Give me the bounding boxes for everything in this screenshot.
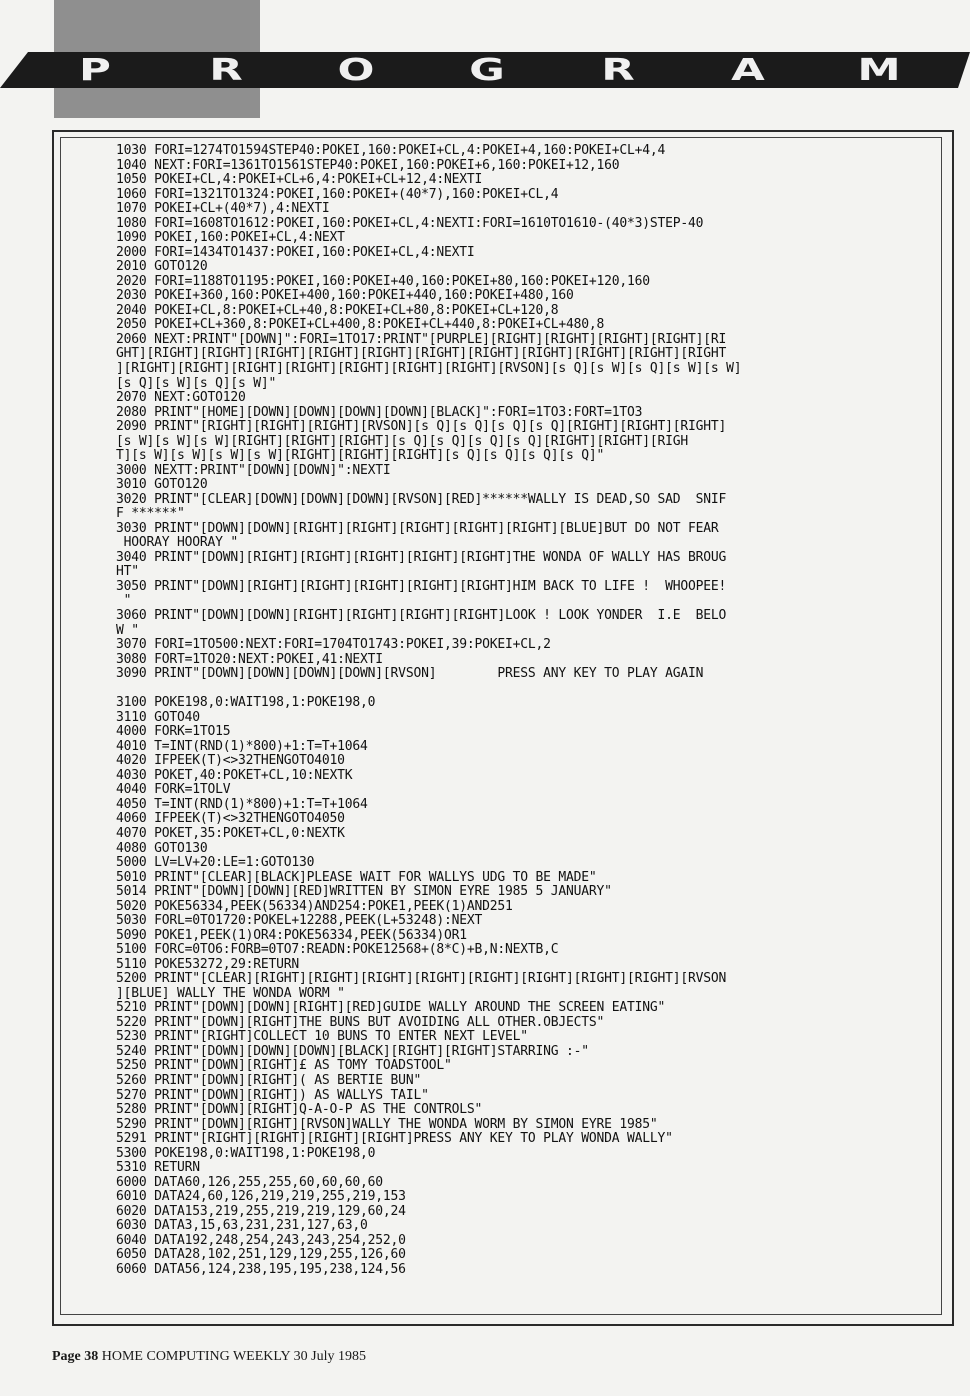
code-line: " [116, 593, 132, 609]
code-line: 1080 FORI=1608TO1612:POKEI,160:POKEI+CL,4:NEXTI:FORI=1610TO1610-(40*3)STEP-40 [116, 215, 704, 231]
code-line: 3000 NEXTT:PRINT"[DOWN][DOWN]":NEXTI [116, 462, 391, 478]
code-line: HT" [116, 564, 139, 580]
code-line: ][BLUE] WALLY THE WONDA WORM " [116, 985, 345, 1001]
code-line: 3070 FORI=1TO500:NEXT:FORI=1704TO1743:POKEI,39:POKEI+CL,2 [116, 637, 551, 653]
code-line: 5020 POKE56334,PEEK(56334)AND254:POKE1,PEEK(1)AND251 [116, 898, 513, 914]
code-line: 5000 LV=LV+20:LE=1:GOTO130 [116, 855, 315, 871]
code-line: 5290 PRINT"[DOWN][RIGHT][RVSON]WALLY THE WONDA WORM BY SIMON EYRE 1985" [116, 1116, 658, 1132]
page-number: Page 38 [52, 1349, 99, 1364]
code-line: 5210 PRINT"[DOWN][DOWN][RIGHT][RED]GUIDE WALLY AROUND THE SCREEN EATING" [116, 1000, 666, 1016]
banner-letter: G [469, 52, 505, 88]
code-line: 4000 FORK=1TO15 [116, 724, 231, 740]
code-line: 5280 PRINT"[DOWN][RIGHT]Q-A-O-P AS THE CONTROLS" [116, 1102, 483, 1118]
publication-line: HOME COMPUTING WEEKLY 30 July 1985 [101, 1349, 366, 1364]
code-line: ][RIGHT][RIGHT][RIGHT][RIGHT][RIGHT][RIGHT][RIGHT][RVSON][s Q][s W][s Q][s W][s W] [116, 360, 742, 376]
code-line: 2090 PRINT"[RIGHT][RIGHT][RIGHT][RVSON][s Q][s Q][s Q][s Q][RIGHT][RIGHT][RIGHT] [116, 419, 727, 435]
code-line: 2070 NEXT:GOTO120 [116, 390, 246, 406]
code-line: 6020 DATA153,219,255,219,219,129,60,24 [116, 1203, 406, 1219]
code-line: 6060 DATA56,124,238,195,195,238,124,56 [116, 1261, 406, 1277]
code-line: 3100 POKE198,0:WAIT198,1:POKE198,0 [116, 695, 376, 711]
code-line: 5100 FORC=0TO6:FORB=0TO7:READN:POKE12568+(8*C)+B,N:NEXTB,C [116, 942, 559, 958]
code-line: 5300 POKE198,0:WAIT198,1:POKE198,0 [116, 1145, 376, 1161]
code-line: 5110 POKE53272,29:RETURN [116, 956, 300, 972]
code-line: 4070 POKET,35:POKET+CL,0:NEXTK [116, 825, 345, 841]
program-listing [116, 144, 842, 1277]
code-line: 5291 PRINT"[RIGHT][RIGHT][RIGHT][RIGHT]PRESS ANY KEY TO PLAY WONDA WALLY" [116, 1131, 673, 1147]
code-line: 4020 IFPEEK(T)<>32THENGOTO4010 [116, 753, 345, 769]
code-line: 3080 FORT=1TO20:NEXT:POKEI,41:NEXTI [116, 651, 383, 667]
code-line: 3030 PRINT"[DOWN][DOWN][RIGHT][RIGHT][RIGHT][RIGHT][RIGHT][BLUE]BUT DO NOT FEAR [116, 520, 719, 536]
code-line: GHT][RIGHT][RIGHT][RIGHT][RIGHT][RIGHT][RIGHT][RIGHT][RIGHT][RIGHT][RIGHT][RIGHT [116, 346, 727, 362]
code-line: 5220 PRINT"[DOWN][RIGHT]THE BUNS BUT AVOIDING ALL OTHER.OBJECTS" [116, 1014, 605, 1030]
banner-title [0, 52, 970, 88]
code-line: 3090 PRINT"[DOWN][DOWN][DOWN][DOWN][RVSON] PRESS ANY KEY TO PLAY AGAIN [116, 666, 704, 682]
code-line: HOORAY HOORAY " [116, 535, 239, 551]
code-line: 4030 POKET,40:POKET+CL,10:NEXTK [116, 767, 353, 783]
code-line: 5240 PRINT"[DOWN][DOWN][DOWN][BLACK][RIGHT][RIGHT]STARRING :-" [116, 1043, 589, 1059]
code-line: 2060 NEXT:PRINT"[DOWN]":FORI=1TO17:PRINT"[PURPLE][RIGHT][RIGHT][RIGHT][RIGHT][RI [116, 331, 727, 347]
code-line: 1040 NEXT:FORI=1361TO1561STEP40:POKEI,160:POKEI+6,160:POKEI+12,160 [116, 157, 620, 173]
code-line: [s W][s W][s W][RIGHT][RIGHT][RIGHT][s Q][s Q][s Q][s Q][RIGHT][RIGHT][RIGH [116, 433, 688, 449]
code-line: 3040 PRINT"[DOWN][RIGHT][RIGHT][RIGHT][RIGHT][RIGHT]THE WONDA OF WALLY HAS BROUG [116, 549, 727, 565]
banner-letter: A [731, 52, 765, 88]
code-line: 6030 DATA3,15,63,231,231,127,63,0 [116, 1218, 368, 1234]
banner-letter: R [209, 52, 243, 88]
code-line: F ******" [116, 506, 185, 522]
code-line: 4050 T=INT(RND(1)*800)+1:T=T+1064 [116, 796, 368, 812]
code-line: 5230 PRINT"[RIGHT]COLLECT 10 BUNS TO ENTER NEXT LEVEL" [116, 1029, 528, 1045]
code-line: 1090 POKEI,160:POKEI+CL,4:NEXT [116, 230, 345, 246]
code-line: 2080 PRINT"[HOME][DOWN][DOWN][DOWN][DOWN][BLACK]":FORI=1TO3:FORT=1TO3 [116, 404, 643, 420]
code-line: 2000 FORI=1434TO1437:POKEI,160:POKEI+CL,4:NEXTI [116, 244, 475, 260]
code-line: 4040 FORK=1TOLV [116, 782, 231, 798]
code-line: 5250 PRINT"[DOWN][RIGHT]£ AS TOMY TOADSTOOL" [116, 1058, 452, 1074]
code-line: 6050 DATA28,102,251,129,129,255,126,60 [116, 1247, 406, 1263]
code-line: 2030 POKEI+360,160:POKEI+400,160:POKEI+440,160:POKEI+480,160 [116, 288, 574, 304]
code-line: 3010 GOTO120 [116, 477, 208, 493]
code-line: 4080 GOTO130 [116, 840, 208, 856]
code-line: 5014 PRINT"[DOWN][DOWN][RED]WRITTEN BY SIMON EYRE 1985 5 JANUARY" [116, 884, 612, 900]
code-line: 2050 POKEI+CL+360,8:POKEI+CL+400,8:POKEI+CL+440,8:POKEI+CL+480,8 [116, 317, 605, 333]
code-line: 5030 FORL=0TO1720:POKEL+12288,PEEK(L+53248):NEXT [116, 913, 483, 929]
code-line: 5200 PRINT"[CLEAR][RIGHT][RIGHT][RIGHT][RIGHT][RIGHT][RIGHT][RIGHT][RIGHT][RVSON [116, 971, 727, 987]
banner-letter: R [600, 52, 635, 88]
code-line: 3060 PRINT"[DOWN][DOWN][RIGHT][RIGHT][RIGHT][RIGHT]LOOK ! LOOK YONDER I.E BELO [116, 608, 727, 623]
code-line: 5090 POKE1,PEEK(1)OR4:POKE56334,PEEK(56334)OR1 [116, 927, 467, 943]
code-line: 4060 IFPEEK(T)<>32THENGOTO4050 [116, 811, 345, 827]
code-line: 5310 RETURN [116, 1160, 200, 1176]
code-line: 1030 FORI=1274TO1594STEP40:POKEI,160:POKEI+CL,4:POKEI+4,160:POKEI+CL+4,4 [116, 143, 666, 158]
code-line [116, 682, 842, 697]
code-line: T][s W][s W][s W][s W][RIGHT][RIGHT][RIGHT][s Q][s Q][s Q][s Q]" [116, 448, 605, 464]
code-line: 6010 DATA24,60,126,219,219,255,219,153 [116, 1189, 406, 1205]
code-line: 2010 GOTO120 [116, 259, 208, 275]
code-line: 4010 T=INT(RND(1)*800)+1:T=T+1064 [116, 738, 368, 754]
code-line: 3110 GOTO40 [116, 709, 200, 725]
code-line: 2040 POKEI+CL,8:POKEI+CL+40,8:POKEI+CL+80,8:POKEI+CL+120,8 [116, 302, 559, 318]
page-footer [52, 1349, 366, 1365]
code-line: 2020 FORI=1188TO1195:POKEI,160:POKEI+40,160:POKEI+80,160:POKEI+120,160 [116, 273, 650, 289]
code-line: W " [116, 622, 139, 638]
code-line: 5260 PRINT"[DOWN][RIGHT]( AS BERTIE BUN" [116, 1073, 422, 1088]
code-line: 5270 PRINT"[DOWN][RIGHT]) AS WALLYS TAIL" [116, 1087, 429, 1103]
code-line: 5010 PRINT"[CLEAR][BLACK]PLEASE WAIT FOR WALLYS UDG TO BE MADE" [116, 869, 597, 885]
banner-letter: M [856, 52, 901, 88]
code-line: 1060 FORI=1321TO1324:POKEI,160:POKEI+(40*7),160:POKEI+CL,4 [116, 186, 559, 202]
code-line: 1050 POKEI+CL,4:POKEI+CL+6,4:POKEI+CL+12,4:NEXTI [116, 172, 483, 188]
code-line: 3050 PRINT"[DOWN][RIGHT][RIGHT][RIGHT][RIGHT][RIGHT]HIM BACK TO LIFE ! WHOOPEE! [116, 578, 727, 594]
banner-letter: O [337, 52, 375, 88]
code-line: 1070 POKEI+CL+(40*7),4:NEXTI [116, 201, 330, 217]
banner-letter: P [79, 52, 112, 88]
code-line: 6000 DATA60,126,255,255,60,60,60,60 [116, 1174, 383, 1190]
code-line: [s Q][s W][s Q][s W]" [116, 375, 277, 391]
code-line: 6040 DATA192,248,254,243,243,254,252,0 [116, 1232, 406, 1248]
code-line: 3020 PRINT"[CLEAR][DOWN][DOWN][DOWN][RVSON][RED]******WALLY IS DEAD,SO SAD SNIF [116, 491, 727, 507]
